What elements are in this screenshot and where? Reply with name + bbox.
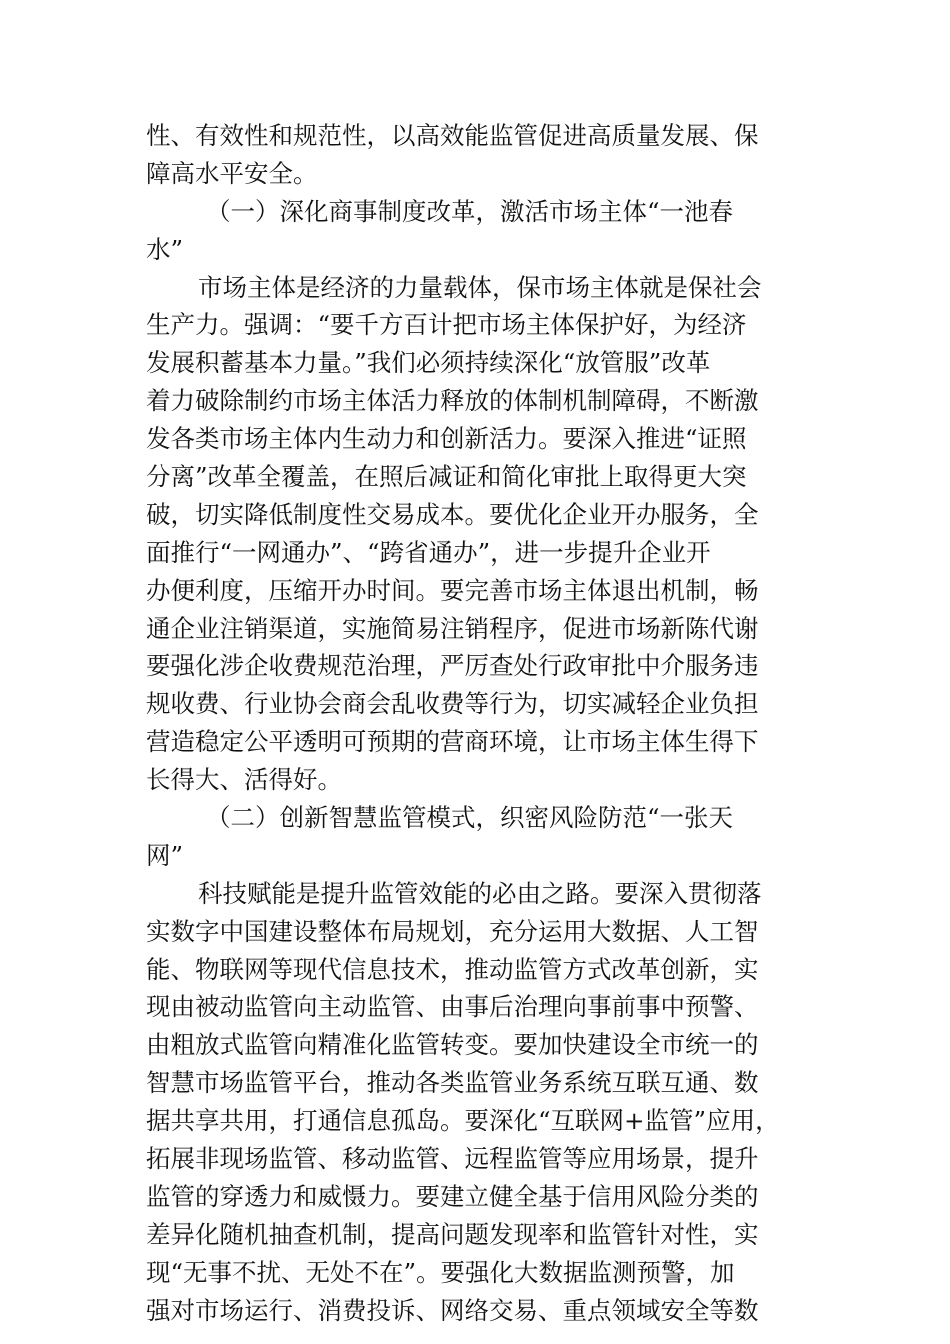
section-heading-line: （一）深化商事制度改革，激活市场主体“一池春 [206,196,734,226]
paragraph-line: 营造稳定公平透明可预期的营商环境，让市场主体生得下 [146,727,759,757]
paragraph-line: 网” [146,840,184,870]
paragraph-line: 规收费、行业协会商会乱收费等行为，切实减轻企业负担 [146,689,759,719]
paragraph-line: 面推行“一网通办”、“跨省通办”，进一步提升企业开 [146,537,711,567]
paragraph-line: 障高水平安全。 [146,158,318,188]
paragraph-line: 现“无事不扰、无处不在”。要强化大数据监测预警，加 [146,1257,735,1287]
paragraph-line: 发各类市场主体内生动力和创新活力。要深入推进“证照 [146,424,747,454]
paragraph-line: 监管的穿透力和威慑力。要建立健全基于信用风险分类的 [146,1181,759,1211]
paragraph-line: 发展积蓄基本力量。”我们必须持续深化“放管服”改革 [146,348,711,378]
paragraph-line: 通企业注销渠道，实施简易注销程序，促进市场新陈代谢 [146,613,759,643]
paragraph-line: 智慧市场监管平台，推动各类监管业务系统互联互通、数 [146,1068,759,1098]
paragraph-line: 性、有效性和规范性，以高效能监管促进高质量发展、保 [146,121,759,150]
paragraph-line: 拓展非现场监管、移动监管、远程监管等应用场景，提升 [146,1144,759,1174]
paragraph-line: 据共享共用，打通信息孤岛。要深化“互联网+监管”应用， [146,1106,780,1136]
paragraph-line: 差异化随机抽查机制，提高问题发现率和监管针对性，实 [146,1219,759,1249]
paragraph-line: 市场主体是经济的力量载体，保市场主体就是保社会 [198,272,762,302]
document-body [146,117,818,1330]
paragraph-line: 现由被动监管向主动监管、由事后治理向事前事中预警、 [146,992,759,1022]
paragraph-line: 破，切实降低制度性交易成本。要优化企业开办服务，全 [146,499,759,529]
section-heading-line: （二）创新智慧监管模式，织密风险防范“一张天 [206,803,734,833]
paragraph-line: 长得大、活得好。 [146,765,342,795]
paragraph-line: 办便利度，压缩开办时间。要完善市场主体退出机制，畅 [146,575,759,605]
paragraph-line: 水” [146,234,184,264]
paragraph-line: 要强化涉企收费规范治理，严厉查处行政审批中介服务违 [146,651,759,681]
paragraph-line: 由粗放式监管向精准化监管转变。要加快建设全市统一的 [146,1030,759,1060]
paragraph-line: 实数字中国建设整体布局规划，充分运用大数据、人工智 [146,916,759,946]
paragraph-line: 生产力。强调：“要千方百计把市场主体保护好，为经济 [146,310,747,340]
paragraph-line: 能、物联网等现代信息技术，推动监管方式改革创新，实 [146,954,759,984]
paragraph-line: 分离”改革全覆盖，在照后减证和简化审批上取得更大突 [146,462,747,492]
paragraph-line: 科技赋能是提升监管效能的必由之路。要深入贯彻落 [198,878,762,908]
paragraph-line: 强对市场运行、消费投诉、网络交易、重点领域安全等数 [146,1295,759,1325]
paragraph-line: 着力破除制约市场主体活力释放的体制机制障碍，不断激 [146,386,759,416]
